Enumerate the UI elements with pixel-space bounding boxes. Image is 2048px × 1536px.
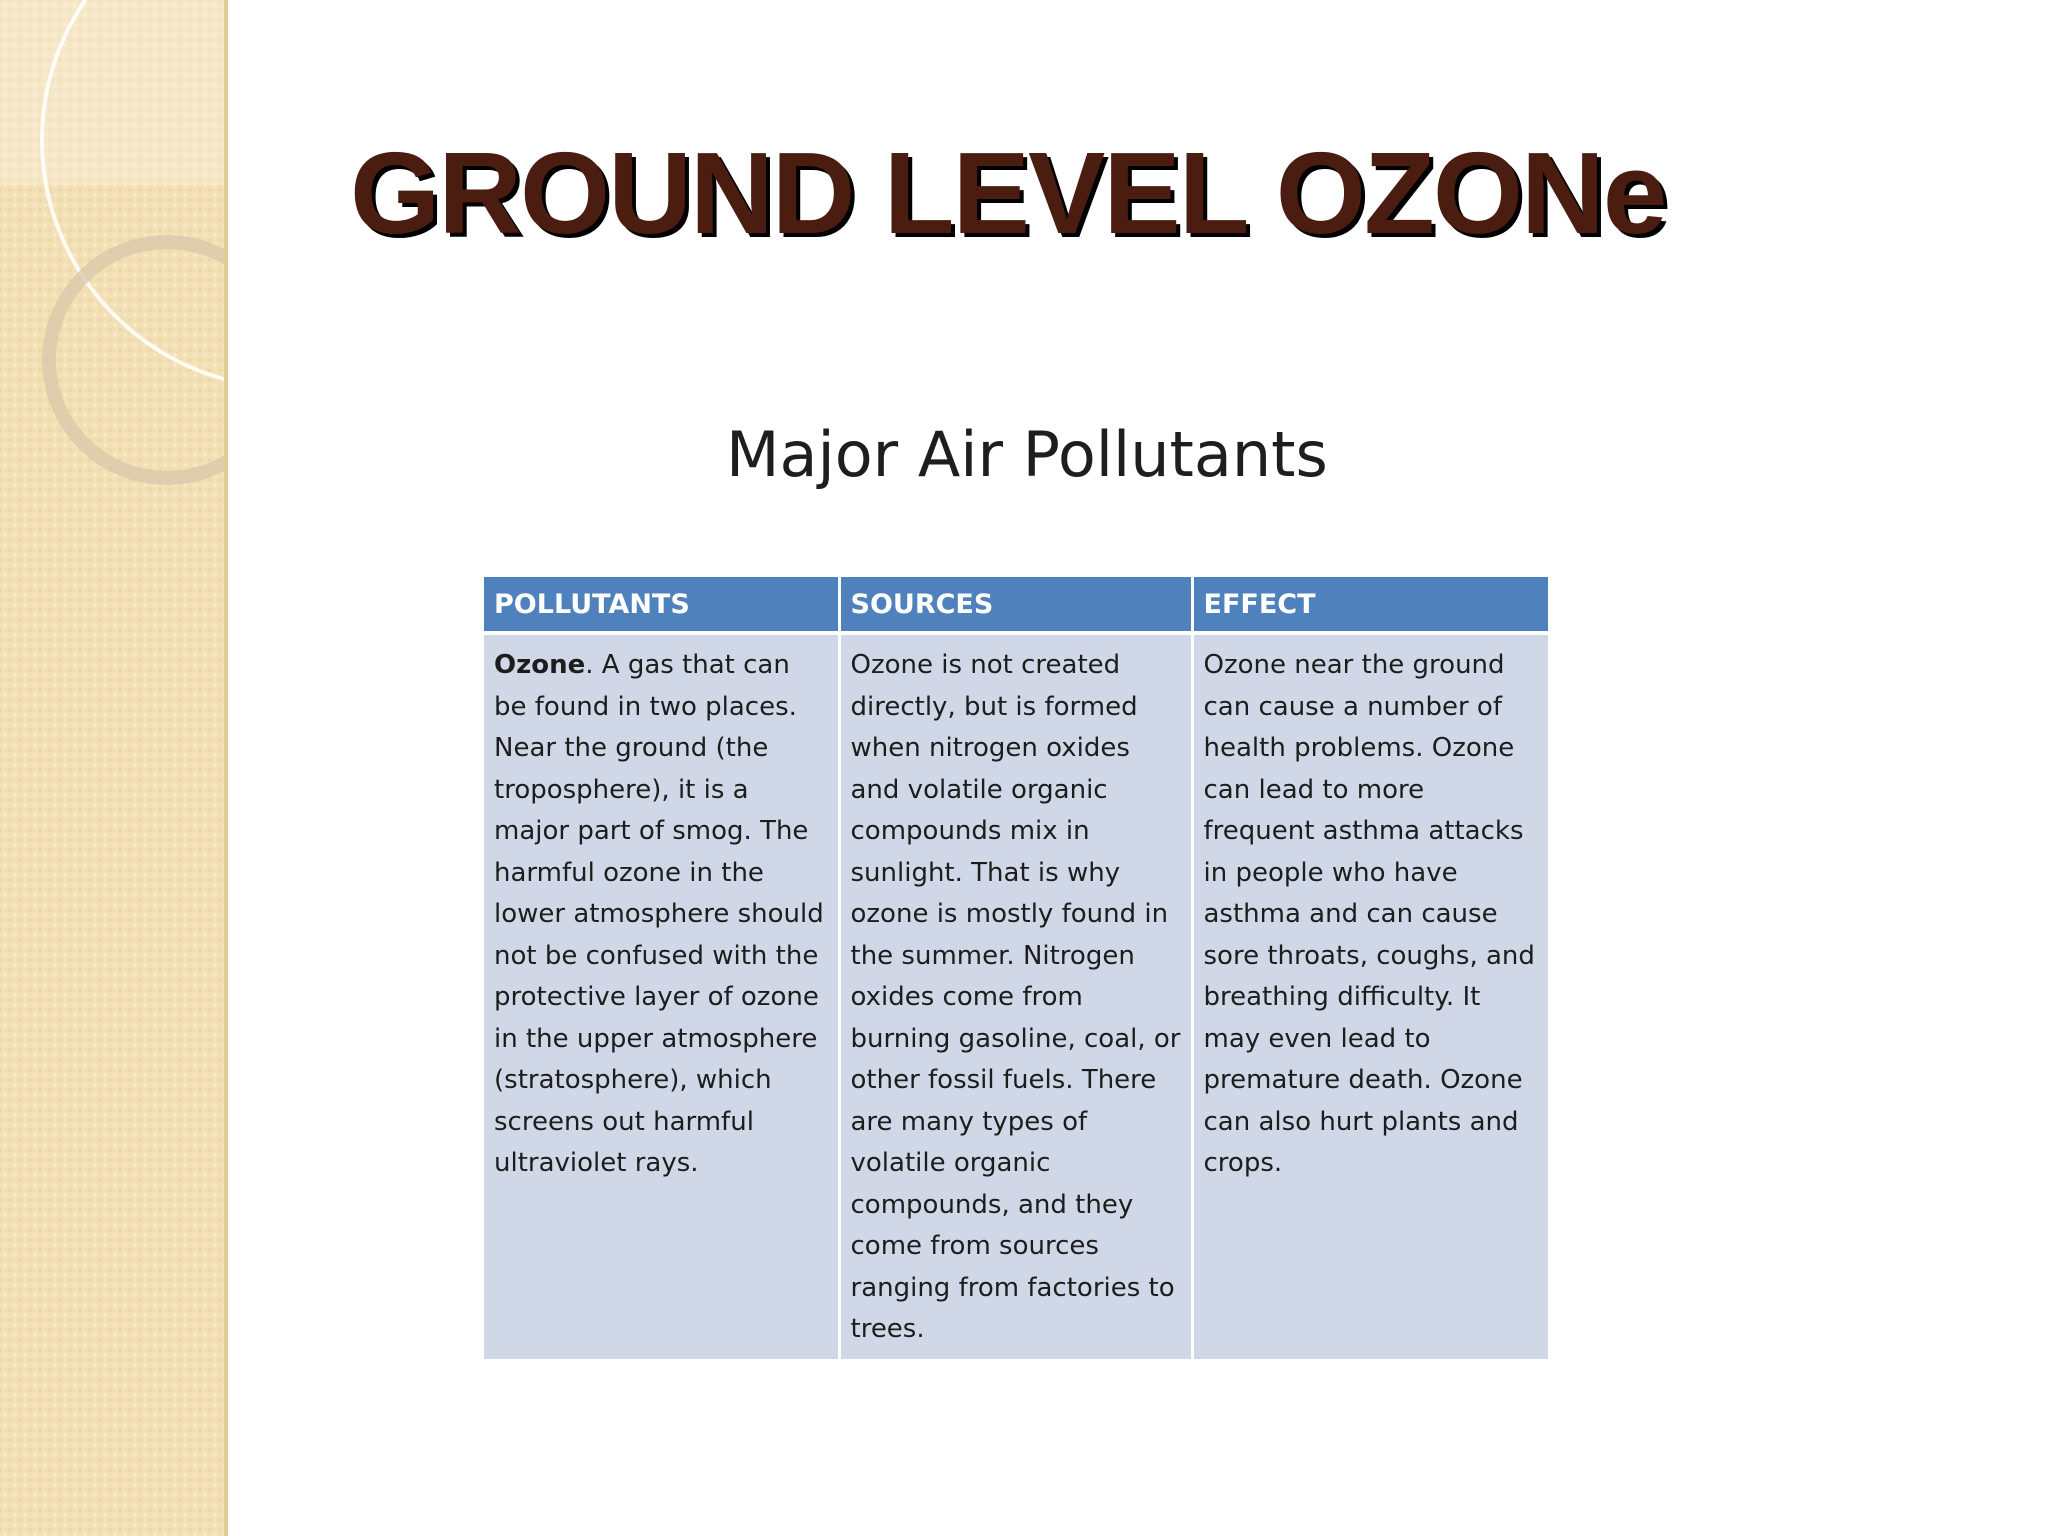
table-heading: Major Air Pollutants <box>726 418 1328 491</box>
decorative-side-band <box>0 0 228 1536</box>
table-row <box>484 633 1548 1359</box>
column-header-pollutants: POLLUTANTS <box>484 577 839 633</box>
pollutant-name: Ozone <box>494 650 586 680</box>
pollutants-table <box>484 577 1548 1359</box>
pollutant-description: . A gas that can be found in two places. Near the ground (the troposphere), it is a major part of smog. The harmful ozone in the lower atmosphere should not be confused with the protective layer of ozone in the upper atmosphere (stratosphere), which screens out harmful ultraviolet rays. <box>494 650 824 1178</box>
cell-pollutant <box>484 633 839 1359</box>
cell-effect: Ozone near the ground can cause a number of health problems. Ozone can lead to more frequent asthma attacks in people who have asthma and can cause sore throats, coughs, and breathing difficulty. It may even lead to premature death. Ozone can also hurt plants and crops. <box>1192 633 1548 1359</box>
column-header-effect: EFFECT <box>1192 577 1548 633</box>
cell-sources: Ozone is not created directly, but is formed when nitrogen oxides and volatile organic compounds mix in sunlight. That is why ozone is mostly found in the summer. Nitrogen oxides come from burning gasoline, coal, or other fossil fuels. There are many types of volatile organic compounds, and they come from sources ranging from factories to trees. <box>839 633 1192 1359</box>
table-header-row <box>484 577 1548 633</box>
slide-title: GROUND LEVEL OZONe <box>350 128 1666 258</box>
decorative-ring-small <box>42 235 228 485</box>
column-header-sources: SOURCES <box>839 577 1192 633</box>
